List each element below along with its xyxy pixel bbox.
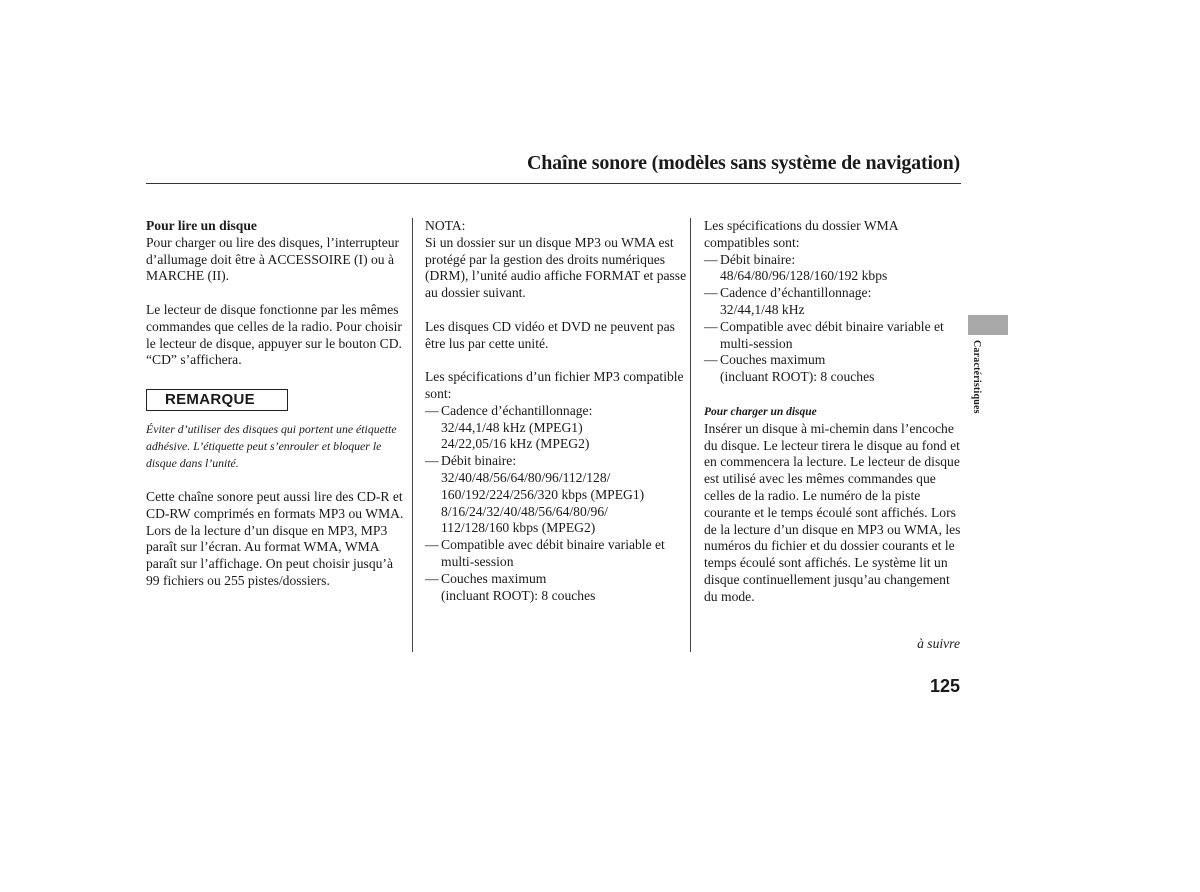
page-title: Chaîne sonore (modèles sans système de navigation) — [527, 152, 960, 174]
column-divider — [690, 218, 691, 652]
column-divider — [412, 218, 413, 652]
header-rule — [146, 183, 961, 184]
list-item: — Couches maximum (incluant ROOT): 8 couches — [425, 571, 687, 605]
paragraph-loading-disc: Insérer un disque à mi-chemin dans l’encoche du disque. Le lecteur tirera le disque au fond et en commencera la lecture. Le lecteur de disque est utilisé avec les mêmes commandes que celles de la radio. Le numéro de la piste courante et le temps écoulé sont affichés. Lors de la lecture d’un disque en MP3 ou WMA, les numéros du fichier et du dossier courants et le temps écoulé sont affichés. Le système lit un disque continuellement jusqu’au changement du mode. — [704, 420, 961, 604]
mp3-spec-intro: Les spécifications d’un fichier MP3 compatible sont: — [425, 369, 684, 401]
subsection-heading: Pour charger un disque — [704, 405, 817, 418]
list-item: — Débit binaire: 32/40/48/56/64/80/96/112/128/ 160/192/224/256/320 kbps (MPEG1) 8/16/24/32/40/48/56/64/80/96/ 112/128/160 kbps (MPEG2) — [425, 453, 687, 537]
wma-spec-intro: Les spécifications du dossier WMA compatibles sont: — [704, 218, 898, 250]
paragraph-controls: Le lecteur de disque fonctionne par les mêmes commandes que celles de la radio. Pour choisir le lecteur de disque, appuyer sur le bouton CD. “CD” s’affichera. — [146, 301, 402, 368]
list-item: — Couches maximum (incluant ROOT): 8 couches — [704, 352, 966, 386]
nota-text: Si un dossier sur un disque MP3 ou WMA est protégé par la gestion des droits numériques (DRM), l’unité audio affiche FORMAT et passe au dossier suivant. — [425, 234, 687, 301]
list-item: — Compatible avec débit binaire variable et multi-session — [425, 537, 687, 571]
wma-spec-list — [704, 252, 966, 386]
column-2 — [425, 218, 687, 604]
remarque-label: REMARQUE — [146, 389, 288, 411]
column-1 — [146, 218, 408, 590]
section-heading: Pour lire un disque — [146, 218, 257, 233]
nota-label: NOTA: — [425, 218, 466, 233]
list-item: — Cadence d’échantillonnage: 32/44,1/48 kHz (MPEG1) 24/22,05/16 kHz (MPEG2) — [425, 403, 687, 453]
section-tab-label: Caractéristiques — [971, 340, 982, 414]
paragraph-cdr-support: Cette chaîne sonore peut aussi lire des CD-R et CD-RW comprimés en formats MP3 ou WMA. Lors de la lecture d’un disque en MP3, MP3 paraît sur l’écran. Au format WMA, WMA paraît sur l’affichage. On peut choisir jusqu’à 99 fichiers ou 255 pistes/dossiers. — [146, 488, 404, 588]
paragraph-unsupported-discs: Les disques CD vidéo et DVD ne peuvent pas être lus par cette unité. — [425, 318, 675, 351]
list-item: — Débit binaire: 48/64/80/96/128/160/192 kbps — [704, 252, 966, 286]
column-3 — [704, 218, 966, 606]
mp3-spec-list — [425, 403, 687, 605]
remarque-text: Éviter d’utiliser des disques qui portent une étiquette adhésive. L’étiquette peut s’enrouler et bloquer le disque dans l’unité. — [146, 422, 397, 471]
section-tab — [968, 315, 1008, 335]
list-item: — Cadence d’échantillonnage: 32/44,1/48 kHz — [704, 285, 966, 319]
paragraph-load-requirements: Pour charger ou lire des disques, l’interrupteur d’allumage doit être à ACCESSOIRE (I) ou à MARCHE (II). — [146, 234, 400, 284]
list-item: — Compatible avec débit binaire variable et multi-session — [704, 319, 966, 353]
page-number: 125 — [929, 676, 960, 696]
continued-note: à suivre — [917, 636, 960, 651]
